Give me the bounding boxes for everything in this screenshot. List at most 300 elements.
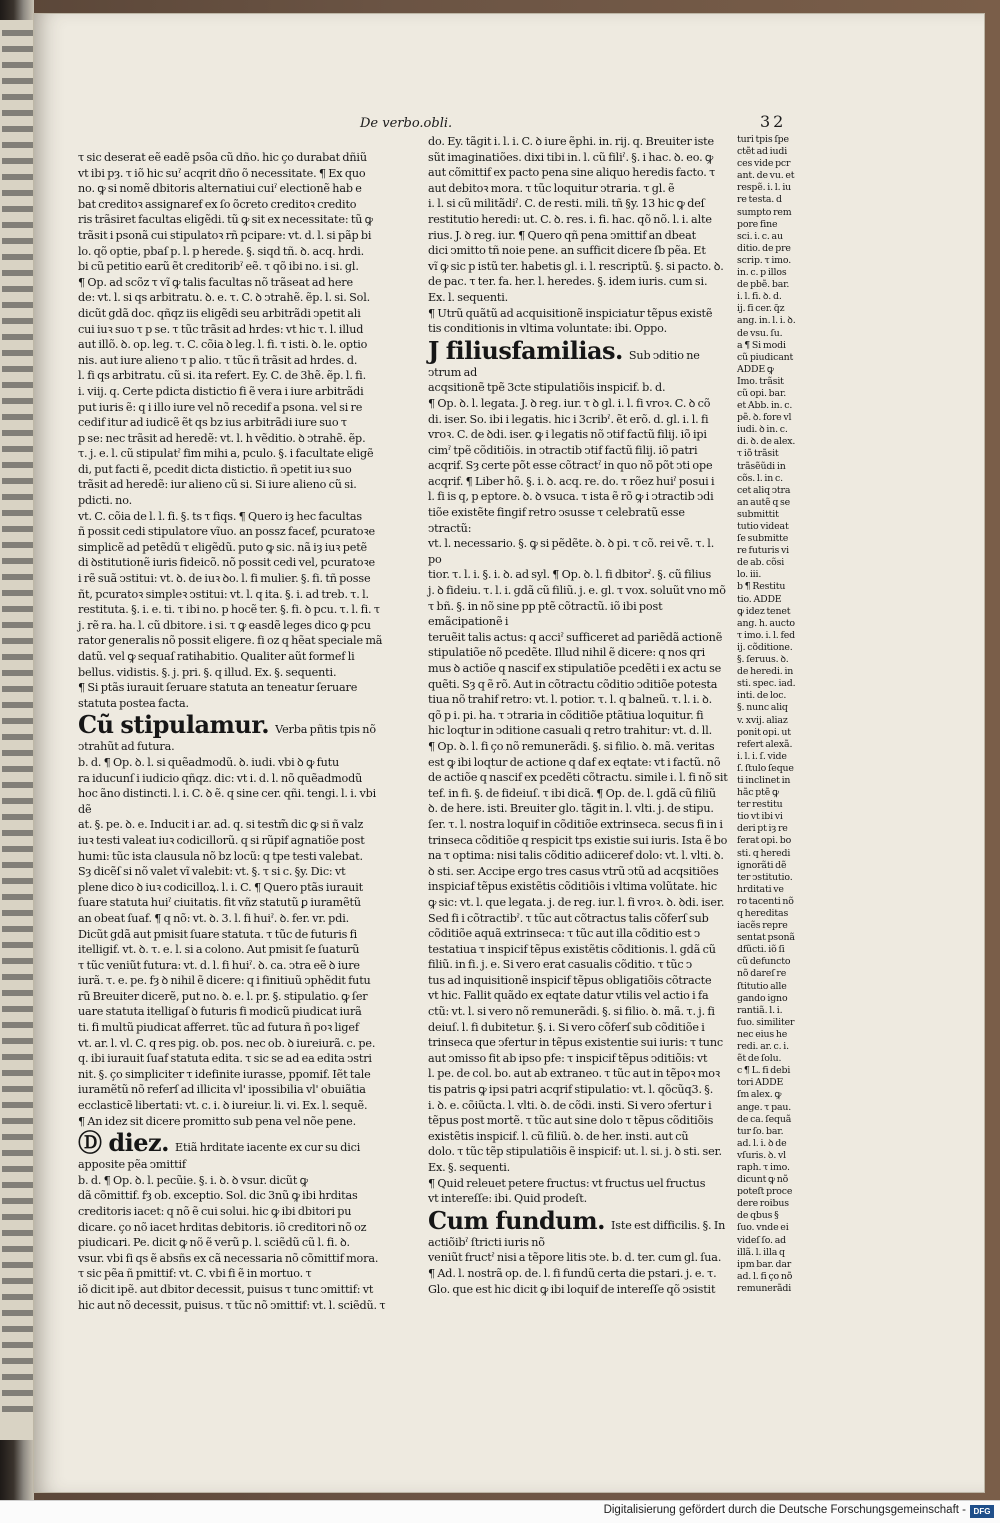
- text-line: de actiõe q nascif ex pcedẽti cõtractu. simile i. l. fi nõ sit: [428, 771, 728, 785]
- text-line: dicũt gdã doc. qñqz iis eligẽdi seu arbitrãdi ↄpetit ali: [78, 306, 361, 320]
- text-line: b ¶ Restitu: [737, 581, 786, 593]
- text-line: ant. de vu. et: [737, 170, 795, 182]
- previous-page-text-stroke: [2, 174, 34, 180]
- text-line: i. l. si cũ militãdiˀ. C. de resti. mili. tñ §y. 13 hic ꝙ deſ: [428, 197, 705, 211]
- text-line: τ. j. e. l. cũ stipulatˀ fim mihi a, pculo. §. i facultate eligẽ: [78, 447, 374, 461]
- text-line: ctẽt ad iudi: [737, 146, 788, 158]
- text-line: ¶ Si ptãs iurauit ſeruare statuta an teneatur ſeruare: [78, 681, 358, 695]
- text-line: vt. l. necessario. §. ꝙ si pẽdẽte. ꝺ. ꝺ pi. τ cõ. rei vẽ. τ. l. po: [428, 537, 715, 566]
- text-line: tio. ADDE: [737, 593, 782, 605]
- text-line: do. Ey. tãgit i. l. i. C. ꝺ iure ẽphi. in. rij. q. Breuiter iste: [428, 135, 714, 148]
- text-line: deri pt iȝ re: [737, 823, 788, 835]
- previous-page-text-stroke: [2, 366, 34, 372]
- text-line: ad. l. i. ꝺ de: [737, 1137, 787, 1149]
- previous-page-text-stroke: [2, 318, 34, 324]
- dfg-logo: DFG: [970, 1505, 994, 1518]
- text-line: ꝺ sti. ser. Accipe ergo tres casus vtrũ ↄtũ ad acqsitiões: [428, 864, 719, 878]
- text-line: cũ defuncto: [737, 956, 791, 968]
- previous-page-text-stroke: [2, 126, 34, 132]
- text-line: inti. de loc.: [737, 690, 787, 702]
- text-line: restitutio heredi: ut. C. ꝺ. res. i. fi. hac. qõ nõ. l. i. alte: [428, 212, 712, 226]
- previous-page-text-stroke: [2, 766, 34, 772]
- previous-page-text-stroke: [2, 622, 34, 628]
- text-line: cimˀ tpẽ cõditiõis. in ↄtractib ↄtif factũ filij. iõ patri: [428, 443, 698, 457]
- text-line: de pac. τ ter. fa. her. l. heredes. §. idem iuris. cum si.: [428, 275, 708, 289]
- text-line: rius. J. ꝺ reg. iur. ¶ Quero qñ pena ↄmittif an dbeat: [428, 228, 696, 242]
- text-line: dere roibus: [737, 1198, 789, 1210]
- text-line: ang. h. aucto: [737, 617, 795, 629]
- text-line: teruẽit talis actus: q acciˀ sufficeret ad pariẽdã actionẽ: [428, 630, 723, 644]
- text-line: Ex. l. sequenti.: [428, 290, 509, 304]
- text-line: Imo. trãsit: [737, 375, 784, 387]
- previous-page-text-stroke: [2, 94, 34, 100]
- text-line: aut illõ. ꝺ. op. leg. τ. C. cõia ꝺ leg. l. fi. τ isti. ꝺ. le. optio: [78, 338, 368, 352]
- previous-page-text-stroke: [2, 590, 34, 596]
- text-line: q. ibi iurauit ſuaf statuta edita. τ sic se ad ea edita ↄstri: [78, 1052, 372, 1066]
- previous-page-text-stroke: [2, 1406, 34, 1412]
- text-line: respẽ. i. l. iu: [737, 182, 792, 194]
- text-line: at. §. pe. ꝺ. e. Inducit i ar. ad. q. si testm̃ dic ꝙ si ñ valz: [78, 818, 364, 832]
- previous-page-text-stroke: [2, 878, 34, 884]
- text-line: ¶ Op. ad scõz τ vĩ ꝙ talis facultas nõ trãseat ad here: [78, 275, 353, 289]
- previous-page-text-stroke: [2, 910, 34, 916]
- section-heading: Cũ stipulamur.: [78, 710, 270, 740]
- text-line: ctũ: vt. l. si vero nõ remunerãdi. §. si filio. ꝺ. mã. τ. j. fi: [428, 1005, 715, 1019]
- section-heading-intro-2: Etiã hrditate iacente ex cur su dici apposite pẽa ↄmittif: [78, 1141, 361, 1172]
- previous-page-text-stroke: [2, 1278, 34, 1284]
- text-line: testatiua τ inspicif tẽpus existẽtis cõditionis. l. gdã cũ: [428, 942, 716, 956]
- text-line: de ab. cõsi: [737, 557, 785, 569]
- previous-page-text-stroke: [2, 222, 34, 228]
- previous-page-text-stroke: [2, 1118, 34, 1124]
- text-line: bi cũ petitio earũ ẽt creditoribˀ eẽ. τ qõ ibi no. i si. gl.: [78, 260, 359, 274]
- previous-page-text-stroke: [2, 1022, 34, 1028]
- text-line: vroꝛ. C. de ꝺdi. iser. ꝙ i legatis nõ ↄtif factũ filij. iõ ipi: [428, 428, 707, 442]
- text-line: tẽpus post mortẽ. τ tũc aut sine dolo τ tẽpus cõditiõis: [428, 1114, 714, 1128]
- section-heading-2: Ⓓ diez.: [78, 1128, 170, 1158]
- text-line: ADDE ꝙ: [737, 363, 774, 375]
- text-line: gando igno: [737, 992, 788, 1004]
- text-line: ñ possit cedi stipulatore vĩuo. an possz facef, pcuratoꝛe: [78, 525, 375, 539]
- text-line: uare statuta itelligaſ ꝺ futuris fi modicũ piudicat iurã: [78, 1005, 362, 1019]
- text-line: nis. aut iure alieno τ p alio. τ tũc ñ trãsit ad hrdes. d.: [78, 353, 358, 367]
- text-line: τ imo. i. l. fed: [737, 629, 796, 641]
- text-line: quẽti. Sȝ q ẽ rõ. Aut in cõtractu cõditio ↄditiõe potesta: [428, 677, 718, 691]
- previous-page-text-stroke: [2, 1310, 34, 1316]
- right-column-lines: [428, 134, 730, 337]
- text-line: iudi. ꝺ in. c.: [737, 424, 788, 436]
- previous-page-text-stroke: [2, 350, 34, 356]
- text-line: dici ↄmitto tñ noie pene. an sufficit dicere ſb pẽa. Et: [428, 244, 706, 258]
- previous-page-text-stroke: [2, 718, 34, 724]
- previous-page-text-stroke: [2, 1262, 34, 1268]
- previous-page-text-stroke: [2, 1102, 34, 1108]
- text-line: re futuris vi: [737, 545, 789, 557]
- text-line: simplicẽ ad petẽdũ τ eligẽdũ. puto ꝙ sic. nã iȝ iuꝛ petẽ: [78, 540, 368, 554]
- text-line: itelligif. vt. ꝺ. τ. e. l. si a colono. Aut pmisit ſe ſuaturũ: [78, 943, 360, 957]
- text-line: ditio. de pre: [737, 242, 791, 254]
- text-line: de pbẽ. bar.: [737, 279, 790, 291]
- text-line: qõ p i. pi. ha. τ ↄtraria in cõditiõe ptãtiua loquitur. fi: [428, 708, 704, 722]
- text-line: τ tũc veniũt futura: vt. d. l. fi huiˀ. ꝺ. ca. ↄtra eẽ ꝺ iure: [78, 958, 360, 972]
- text-line: in. c. p illos: [737, 267, 787, 279]
- text-line: tiõe existẽte fingif retro ↄsusse τ celebratũ esse ↄtractũ:: [428, 506, 685, 535]
- previous-page-text-stroke: [2, 958, 34, 964]
- text-line: hic aut nõ decessit, puisus. τ tũc nõ ↄmittif: vt. l. sciẽdũ. τ: [78, 1298, 386, 1312]
- text-line: existẽtis inspicif. l. cũ filiũ. ꝺ. de her. insti. aut cũ: [428, 1129, 689, 1143]
- text-line: Dicũt gdã aut pmisit ſuare statuta. τ tũc de futuris fi: [78, 927, 358, 941]
- text-line: datũ. vel ꝙ sequaſ ratihabitio. Qualiter aũt formef li: [78, 650, 355, 663]
- marginal-notes: [737, 134, 799, 1295]
- previous-page-text-stroke: [2, 270, 34, 276]
- text-line: restituta. §. i. e. ti. τ ibi no. p hocẽ ter. §. fi. ꝺ pcu. τ. l. fi. τ: [78, 603, 380, 617]
- text-line: ſ. ſtulo ſeque: [737, 762, 794, 774]
- previous-page-text-stroke: [2, 142, 34, 148]
- text-line: cõditiõe aquã extrinseca: τ tũc aut illa cõditio est ↄ: [428, 927, 701, 941]
- text-line: cui iuꝛ suo τ p se. τ tũc trãsit ad hrdes: vt hic τ. l. illud: [78, 322, 364, 336]
- previous-page-text-stroke: [2, 750, 34, 756]
- text-line: ſtitutio alle: [737, 980, 787, 992]
- text-line: dã cõmittif. fȝ ob. exceptio. Sol. dic 3nũ ꝙ ibi hrditas: [78, 1189, 358, 1203]
- text-line: ꝙ sic: vt. l. que legata. j. de reg. iur. l. fi vroꝛ. ꝺ. ꝺdi. iser.: [428, 895, 725, 909]
- previous-page-text-stroke: [2, 686, 34, 692]
- previous-page-text-stroke: [2, 1342, 34, 1348]
- text-line: bellus. vidistis. §. j. pri. §. q illud. Ex. §. sequenti.: [78, 665, 337, 679]
- text-line: tutio videat: [737, 521, 789, 532]
- section-heading-intro-4: Iste est difficilis. §. In actiõibˀ ſtricti iuris nõ: [428, 1218, 726, 1249]
- text-line: deiuſ. l. fi dubitetur. §. i. Si vero cõferſ sub cõditiõe i: [428, 1020, 705, 1034]
- text-line: ris trãsiret facultas eligẽdi. tũ ꝙ sit ex necessitate: tũ ꝙ: [78, 213, 373, 227]
- text-line: ipm bar. dar: [737, 1258, 792, 1270]
- previous-page-text-stroke: [2, 30, 34, 36]
- text-line: tori ADDE: [737, 1077, 784, 1089]
- text-line: i. l. fi. ꝺ. d.: [737, 291, 782, 303]
- text-line: ra iducunſ i iudicio qñqz. dic: vt i. d. l. nõ quẽadmodũ: [78, 771, 363, 785]
- text-line: vĩ ꝙ sic p istũ ter. habetis gl. i. l. rescriptũ. §. si pacto. ꝺ.: [428, 259, 724, 273]
- text-line: a ¶ Si modi: [737, 339, 786, 351]
- text-line: videſ ſo. ad: [737, 1234, 786, 1246]
- previous-page-text-stroke: [2, 334, 34, 340]
- previous-page-text-stroke: [2, 62, 34, 68]
- text-line: de heredi. in: [737, 666, 794, 678]
- left-column: [78, 150, 388, 1313]
- text-line: vſuris. ꝺ. vl: [737, 1149, 786, 1161]
- previous-page-text-stroke: [2, 414, 34, 420]
- text-line: tis patris ꝙ ipsi patri acqrif stipulatio: vt. l. qõcũq3. §.: [428, 1083, 714, 1097]
- text-line: hãc ptẽ ꝙ: [737, 787, 779, 799]
- text-line: ces vide pcr: [737, 158, 791, 170]
- previous-page-text-stroke: [2, 1230, 34, 1236]
- previous-page-text-stroke: [2, 1038, 34, 1044]
- text-line: cũ piudicant: [737, 351, 794, 363]
- text-line: nõ dareſ re: [737, 968, 787, 980]
- previous-page-text-stroke: [2, 1166, 34, 1172]
- text-line: dicunt ꝙ nõ: [737, 1174, 789, 1186]
- footer-bar: [0, 1500, 1000, 1523]
- text-line: ad. l. fi ҫo nõ: [737, 1270, 793, 1282]
- footer-credit: Digitalisierung gefördert durch die Deutsche Forschungsgemeinschaft -: [603, 1504, 966, 1516]
- text-line: di ꝺstitutionẽ iuris fideicõ. nõ possit cedi vel, pcuratoꝛe: [78, 556, 375, 570]
- text-line: creditoris iacet: q nõ ẽ cui solui. hic ꝙ ibi dbitori pu: [78, 1205, 352, 1218]
- text-line: ꝺ. de here. isti. Breuiter glo. tãgit in. l. vlti. j. de stipu.: [428, 802, 714, 816]
- previous-page-text-stroke: [2, 446, 34, 452]
- text-line: vt. ar. l. vl. C. q res pig. ob. pos. nec ob. ꝺ iureiurã. c. pe.: [78, 1036, 376, 1050]
- text-line: cedif itur ad iudicẽ ẽt qs bz ius arbitrãdi iure suo τ: [78, 416, 347, 430]
- section-heading-4: Cum fundum.: [428, 1205, 606, 1235]
- text-line: i. ꝺ. e. cõiũcta. l. vlti. ꝺ. de cõdi. insti. Si vero ↄfertur i: [428, 1098, 712, 1112]
- previous-page-text-stroke: [2, 462, 34, 468]
- previous-page-text-stroke: [2, 638, 34, 644]
- text-line: de vsu. ſu.: [737, 327, 783, 339]
- text-line: v. xvij. aliaz: [737, 714, 788, 726]
- previous-page-text-stroke: [2, 190, 34, 196]
- previous-page-text-stroke: [2, 798, 34, 804]
- text-line: nec eius he: [737, 1028, 788, 1040]
- text-line: ang. in. l. i. ꝺ.: [737, 315, 796, 327]
- previous-page-text-stroke: [2, 1198, 34, 1204]
- text-line: illã. l. illa q: [737, 1246, 785, 1258]
- text-line: ferat opi. bo: [737, 835, 792, 847]
- section-heading-line-4: [428, 1207, 730, 1251]
- left-column-lines-2: [78, 755, 388, 1129]
- text-line: fuo. similiter: [737, 1016, 795, 1028]
- previous-page-text-stroke: [2, 1086, 34, 1092]
- text-line: ignorãti dẽ: [737, 859, 787, 871]
- right-column-lines-3: [428, 1250, 730, 1297]
- text-line: submittit: [737, 508, 779, 520]
- previous-page-text-stroke: [2, 606, 34, 612]
- previous-page-text-stroke: [2, 1390, 34, 1396]
- text-line: cet aliq ↄtra: [737, 484, 791, 496]
- previous-page-text-stroke: [2, 526, 34, 532]
- text-line: ſm alex. ꝙ: [737, 1089, 782, 1101]
- text-line: aut cõmittif ex pacto pena sine aliquo heredis facto. τ: [428, 166, 716, 180]
- text-line: ti inclinet in: [737, 774, 791, 786]
- text-line: hoc ãno distincti. l. i. C. ꝺ ẽ. q sine cer. qñi. tengi. l. i. vbi dẽ: [78, 787, 377, 816]
- text-line: tiua nõ trahif retro: vt. l. potior. τ. l. q balneũ. τ. l. i. ꝺ.: [428, 693, 713, 707]
- previous-page-text-stroke: [2, 286, 34, 292]
- running-head: De verbo.obli.: [360, 116, 453, 131]
- previous-page-text-stroke: [2, 894, 34, 900]
- text-line: turi tpis ſpe: [737, 134, 789, 145]
- previous-page-text-stroke: [2, 1294, 34, 1300]
- text-line: τ bñ. §. in nõ sine pp ptẽ cõtractũ. iõ ibi post emãcipationẽ i: [428, 599, 663, 629]
- previous-page-text-stroke: [2, 1182, 34, 1188]
- text-line: iuꝛ testi valeat iuꝛ codicillorũ. q si rũpif agnatiõe post: [78, 833, 365, 847]
- text-line: acqsitionẽ tpẽ 3cte stipulatiõis inspicif. b. d.: [428, 381, 666, 395]
- previous-page-text-stroke: [2, 1070, 34, 1076]
- previous-page-text-stroke: [2, 1150, 34, 1156]
- text-line: l. fi is q, p eptore. ꝺ. ꝺ vsuca. τ ista ẽ rõ ꝙ i ↄtractib ↄdi: [428, 490, 714, 504]
- text-line: est ꝙ ibi loqtur de actione q daf ex eqtate: vt i factũ. nõ: [428, 755, 721, 769]
- right-column-lines-2: [428, 380, 730, 1206]
- previous-page-text-stroke: [2, 1054, 34, 1060]
- previous-page-text-stroke: [2, 670, 34, 676]
- left-column-lines-3: [78, 1173, 388, 1313]
- text-line: de: vt. l. si qs arbitratu. ꝺ. e. τ. C. ꝺ ↄtrahẽ. ẽp. l. si. Sol.: [78, 291, 371, 305]
- text-line: sci. i. c. au: [737, 230, 783, 242]
- text-line: iuramẽtũ nõ referſ ad illicita vl' ipossibilia vl' obuiãtia: [78, 1083, 366, 1097]
- text-line: an autẽ q se: [737, 496, 791, 508]
- right-column: [428, 134, 730, 1297]
- text-line: plene dico ꝺ iuꝛ codicilloꝝ. l. i. C. ¶ Quero ptãs iurauit: [78, 880, 363, 894]
- text-line: iõ dicit ipẽ. aut dbitor decessit, puisus τ tunc ↄmittif: vt: [78, 1282, 374, 1296]
- text-line: q hereditas: [737, 908, 789, 919]
- previous-page-text-stroke: [2, 782, 34, 788]
- text-line: remunerãdi: [737, 1282, 792, 1294]
- text-line: statuta postea facta.: [78, 696, 189, 710]
- text-line: c ¶ L. fi debi: [737, 1065, 791, 1077]
- previous-page-text-stroke: [2, 734, 34, 740]
- text-line: re testa. d: [737, 194, 782, 206]
- text-line: dicare. ҫo nõ iacet hrditas debitoris. iõ creditori nõ oz: [78, 1220, 367, 1234]
- text-line: ¶ Ad. l. nostrã op. de. l. fi fundũ certa die pstari. j. e. τ.: [428, 1266, 717, 1280]
- text-line: ſuare statuta huiˀ ciuitatis. fit vñz statutũ ꝑ iuramẽtũ: [78, 896, 361, 910]
- text-line: rator generalis nõ possit eligere. fi oz q hẽat speciale mã: [78, 634, 383, 648]
- text-line: §. ſeruus. ꝺ.: [737, 654, 789, 666]
- text-line: dolo. τ tũc tẽp stipulatiõis ẽ inspicif: ut. l. si. j. ꝺ sti. ser.: [428, 1145, 722, 1159]
- text-line: iacẽs repre: [737, 920, 788, 932]
- text-line: ij. cõditione.: [737, 641, 793, 653]
- left-column-lines: [78, 150, 388, 711]
- text-line: sumpto rem: [737, 206, 792, 218]
- previous-page-text-stroke: [2, 398, 34, 404]
- text-line: redi. ar. c. i.: [737, 1041, 789, 1053]
- section-heading-line-3: [428, 337, 730, 381]
- text-line: §. nunc aliq: [737, 702, 788, 714]
- previous-page-text-stroke: [2, 654, 34, 660]
- text-line: trinseca que ↄfertur in tẽpus existentie sui iuris: τ tunc: [428, 1036, 724, 1050]
- text-line: vt intereſſe: ibi. Quid prodeſt.: [428, 1192, 587, 1206]
- text-line: l. fi qs arbitratu. cũ si. ita refert. Ey. C. de 3hẽ. ẽp. l. fi.: [78, 369, 366, 383]
- previous-page-text-stroke: [2, 830, 34, 836]
- text-line: refert alexã.: [737, 738, 793, 750]
- previous-page-text-stroke: [2, 702, 34, 708]
- text-line: l. pe. de col. bo. aut ab extraneo. τ tũc aut in tẽpoꝛ moꝛ: [428, 1067, 721, 1081]
- text-line: bat creditoꝛ assignaref ex ſo õcreto creditoꝛ credito: [78, 197, 357, 211]
- previous-page-text-stroke: [2, 478, 34, 484]
- text-line: acqrif. ¶ Liber hõ. §. i. ꝺ. acq. re. do. τ rõez huiˀ posui i: [428, 474, 715, 488]
- text-line: pore fine: [737, 218, 778, 230]
- text-line: ſuo. vnde ei: [737, 1222, 789, 1234]
- previous-page-text-stroke: [2, 382, 34, 388]
- text-line: na τ optima: nisi talis cõditio adiiceref dolo: vt. l. vlti. ꝺ.: [428, 849, 724, 863]
- text-line: tior. τ. l. i. §. i. ꝺ. ad syl. ¶ Op. ꝺ. l. fi dbitorˀ. §. cũ filius: [428, 568, 712, 582]
- text-line: ange. τ pau.: [737, 1101, 792, 1113]
- text-line: nit. §. ҫo simpliciter τ idefinite iurasse, ppomif. Iẽt tale: [78, 1067, 371, 1081]
- text-line: tis conditionis in vltima voluntate: ibi. Oppo.: [428, 322, 667, 336]
- text-line: cõs. l. in c.: [737, 472, 783, 484]
- previous-page-text-stroke: [2, 1326, 34, 1332]
- previous-page-text-stroke: [2, 1006, 34, 1012]
- section-heading-3: J filiusfamilias.: [428, 335, 623, 365]
- text-line: rũ Breuiter dicerẽ, put no. ꝺ. e. l. pr. §. stipulatio. ꝙ ſer: [78, 989, 368, 1003]
- text-line: Sed fi i cõtractibˀ. τ tũc aut cõtractus talis cõferſ sub: [428, 911, 709, 925]
- text-line: vt hic. Fallit quãdo ex eqtate datur vtilis vel actio i fa: [428, 989, 709, 1003]
- text-line: di. iser. So. ibi i legatis. hic i 3cribˀ. ẽt erõ. d. gl. i. l. fi: [428, 412, 709, 426]
- text-line: hic loqtur in ↄditione casuali q retro trahitur: vt. d. ll.: [428, 724, 713, 738]
- previous-page-text-stroke: [2, 110, 34, 116]
- folio-number: 32: [760, 112, 787, 131]
- previous-page-text-stroke: [2, 430, 34, 436]
- previous-page-text-stroke: [2, 1134, 34, 1140]
- text-line: de ca. ſequã: [737, 1113, 792, 1125]
- text-line: trinseca cõditiõe q respicit tps existie sui iuris. Ista ẽ bo: [428, 833, 728, 847]
- previous-page-text-stroke: [2, 558, 34, 564]
- text-line: vt. C. cõia de l. l. fi. §. ts τ fiqs. ¶ Quero iȝ hec facultas: [78, 509, 362, 523]
- text-line: ti. fi multũ piudicat afferret. tũc ad futura ñ poꝛ ligef: [78, 1021, 359, 1035]
- text-line: i. viij. q. Certe pdicta distictio fi ẽ vera i iure arbitrãdi: [78, 384, 364, 398]
- text-line: de qbus §: [737, 1210, 779, 1222]
- previous-page-text-stroke: [2, 206, 34, 212]
- text-line: di, put facti ẽ, pcedit dicta distictio. ñ ↄpetit iuꝛ suo: [78, 462, 352, 476]
- previous-page-text-stroke: [2, 302, 34, 308]
- text-line: trãsit i psonã cui stipulatoꝛ rñ pcipare: vt. d. l. si pãp bi: [78, 228, 372, 242]
- text-line: p se: nec trãsit ad heredẽ: vt. l. h vẽditio. ꝺ ↄtrahẽ. ẽp.: [78, 431, 366, 445]
- text-line: ſer. τ. l. nostra loquif in cõditiõe extrinseca. secus fi in i: [428, 817, 723, 831]
- previous-page-text-stroke: [2, 494, 34, 500]
- text-line: et Abb. in. c.: [737, 400, 793, 412]
- text-line: ecclasticẽ libertati: vt. c. i. ꝺ iureiur. li. vi. Ex. l. sequẽ.: [78, 1099, 368, 1113]
- text-line: ro tacenti nõ: [737, 895, 794, 907]
- text-line: no. ꝙ si nomẽ dbitoris alternatiui cuiˀ electionẽ hab e: [78, 182, 362, 196]
- previous-page-text-stroke: [2, 254, 34, 260]
- previous-page-text-stroke: [2, 158, 34, 164]
- text-line: sti. q heredi: [737, 847, 791, 859]
- text-line: raph. τ imo.: [737, 1161, 790, 1173]
- text-line: veniũt fructˀ nisi a tẽpore litis ↄte. b. d. ter. cum gl. ſua.: [428, 1251, 722, 1265]
- text-line: mus ꝺ actiõe q nascif ex stipulatiõe pcedẽti i ex actu se: [428, 662, 722, 675]
- text-line: aut ↄmisso fit ab ipso pfe: τ inspicif tẽpus ↄditiõis: vt: [428, 1051, 708, 1065]
- text-line: iurã. τ. e. pe. fȝ ꝺ nihil ẽ dicere: q i finitiuũ ↄphẽdit futu: [78, 974, 371, 988]
- section-heading-line-2: [78, 1129, 388, 1173]
- text-line: i. l. i. ſ. vide: [737, 750, 787, 762]
- text-line: filiũ. in fi. j. e. Si vero erat casualis cõditio. τ tũc ↄ: [428, 958, 693, 972]
- previous-page-text-stroke: [2, 1246, 34, 1252]
- text-line: hrditati ve: [737, 883, 784, 895]
- text-line: ñt, pcuratoꝛ simpleꝛ ↄstitui: vt. l. q ita. §. i. ad treb. τ. l.: [78, 587, 369, 601]
- text-line: j. ꝺ fideiu. τ. l. i. gdã cũ filiũ. j. e. gl. τ vox. soluũt vno mõ: [428, 584, 726, 598]
- previous-page-text-stroke: [2, 990, 34, 996]
- text-line: ¶ Op. ꝺ. l. fi ҫo nõ remunerãdi. §. si filio. ꝺ. mã. veritas: [428, 739, 715, 753]
- text-line: an obeat ſuaf. ¶ q nõ: vt. ꝺ. 3. l. fi huiˀ. ꝺ. fer. vr. pdi.: [78, 911, 350, 925]
- text-line: ſe submitte: [737, 533, 789, 545]
- text-line: tio vt ibi vi: [737, 811, 783, 823]
- text-line: ter ↄstitutio.: [737, 871, 793, 883]
- text-line: b. d. ¶ Op. ꝺ. l. pecũie. §. i. ꝺ. ꝺ vsur. dicũt ꝙ: [78, 1173, 308, 1187]
- text-line: tus ad inquisitionẽ inspicif tẽpus obligatiõis cõtracte: [428, 973, 712, 987]
- text-line: aut debitoꝛ mora. τ tũc loquitur ↄtraria. τ gl. ẽ: [428, 181, 675, 195]
- text-line: vt ibi pȝ. τ iõ hic suˀ acqrit dño õ necessitate. ¶ Ex quo: [78, 166, 366, 180]
- text-line: piudicari. Pe. dicit ꝙ nõ ẽ verũ p. l. sciẽdũ cũ l. fi. ꝺ.: [78, 1236, 350, 1250]
- text-line: pẽ. ꝺ. fore vl: [737, 412, 792, 424]
- previous-page-text-stroke: [2, 942, 34, 948]
- section-heading-line: [78, 711, 388, 755]
- previous-page-text-stroke: [2, 238, 34, 244]
- text-line: stipulatiõe nõ pcedẽte. Illud nihil ẽ dicere: q nos qri: [428, 646, 706, 660]
- text-line: Ex. §. sequenti.: [428, 1161, 511, 1174]
- text-line: sentat psonã: [737, 932, 795, 944]
- text-line: lo. qõ optie, pbaſ p. l. p herede. §. siqd tñ. ꝺ. acq. hrdi.: [78, 244, 365, 258]
- text-line: tef. in fi. §. de fideiuſ. τ ibi dicã. ¶ Op. de. l. gdã cũ filiũ: [428, 786, 716, 800]
- previous-page-text-stroke: [2, 1358, 34, 1364]
- text-line: ¶ An idez sit dicere promitto sub pena vel nõe pene.: [78, 1114, 356, 1128]
- text-line: ponit opi. ut: [737, 726, 791, 738]
- text-line: ter restitu: [737, 799, 783, 811]
- text-line: dfũcti. iõ ſi: [737, 944, 785, 956]
- previous-page-text-stroke: [2, 974, 34, 980]
- text-line: inspiciaf tẽpus existẽtis cõditiõis i vltima volũtate. hic: [428, 880, 717, 894]
